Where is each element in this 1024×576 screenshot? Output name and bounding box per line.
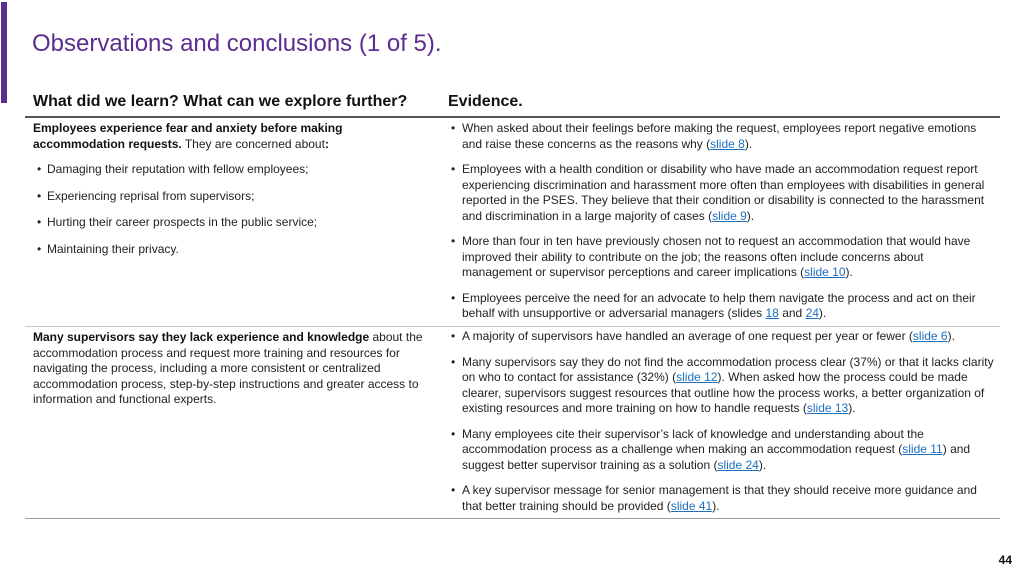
bullet-icon: • [37,162,42,176]
evidence-text: and [778,306,806,320]
evidence-text: ). [712,498,720,513]
slide-link[interactable]: slide 11 [902,442,943,456]
concern-text: Hurting their career prospects in the public service; [47,215,318,229]
evidence-text: ). [848,401,856,415]
section1-lead [33,121,433,152]
section-divider [25,326,1000,327]
bullet-icon: • [37,215,42,229]
concern-item [33,242,433,258]
evidence-text: ). [758,457,767,472]
accent-bar [1,2,7,103]
slide-title: Observations and conclusions (1 of 5). [32,30,442,57]
section1-evidence [451,121,996,332]
slide-link[interactable]: slide 13 [806,401,849,415]
evidence-item [451,162,996,224]
evidence-text: ). [947,329,955,343]
evidence-item [451,291,996,322]
section2-lead [33,330,433,408]
slide-link[interactable]: slide 24 [717,457,759,472]
evidence-text: ) and suggest better supervisor training as a solution ( [462,442,971,472]
slide-link[interactable]: slide 10 [804,265,846,279]
evidence-text: More than four in ten have previously chosen not to request an accommodation that would have improved their ability to contribute on the job; the reasons often include concerns about management or supervisor perceptions and career implications ( [462,234,971,279]
table-bottom-border [25,518,1000,519]
bullet-icon: • [451,483,456,497]
section2-evidence [451,329,996,524]
evidence-text: Employees perceive the need for an advocate to help them navigate the process and act on their behalf with unsupportive or adversarial managers (slides [462,290,976,320]
slide-link[interactable]: 18 [765,306,779,320]
evidence-item [451,483,996,514]
slide-link[interactable]: slide 12 [676,370,718,384]
evidence-text: A key supervisor message for senior management is that they should receive more guidance and that better training should be provided ( [462,483,977,513]
page-number: 44 [998,553,1012,567]
slide-link[interactable]: slide 6 [912,329,948,343]
section2-findings [33,330,433,418]
concern-item [33,189,433,205]
evidence-text: A majority of supervisors have handled an average of one request per year or fewer ( [462,329,913,343]
section1-findings [33,121,433,268]
evidence-text: Many supervisors say they do not find the accommodation process clear (37%) or that it lacks clarity on who to contact for assistance (32%) ( [462,354,994,384]
bullet-icon: • [451,329,456,343]
evidence-text: ). [744,136,753,151]
evidence-text: When asked about their feelings before making the request, employees report negative emotions and raise these concerns as the reasons why ( [462,121,977,151]
column-header-learn: What did we learn? What can we explore further? [33,93,408,110]
bullet-icon: • [451,290,456,305]
section1-lead-bold: Employees experience fear and anxiety before making accommodation requests. [33,121,343,151]
evidence-text: ). [746,208,755,223]
evidence-text: ). When asked how the process could be made clearer, supervisors suggest resources that outline how the process works, a better organization of existing resources and more training on how to handle requests ( [462,370,985,415]
evidence-text: Many employees cite their supervisor’s lack of knowledge and understanding about the accommodation process as a challenge when making an accommodation request ( [462,426,924,456]
bullet-icon: • [451,162,456,176]
concern-text: Damaging their reputation with fellow employees; [47,162,309,176]
concern-text: Maintaining their privacy. [47,241,179,256]
slide-link[interactable]: 24 [805,306,819,320]
evidence-text: Employees with a health condition or disability who have made an accommodation request report experiencing discrimination and harassment more often than employees with disabilities in general reported in the PSES. They believe that their condition or disability is connected to the harassment and discrimination in a large majority of cases ( [462,162,985,223]
bullet-icon: • [451,121,456,135]
column-header-evidence: Evidence. [448,93,523,110]
bullet-icon: • [37,241,42,256]
evidence-item [451,355,996,417]
section1-lead-colon: : [324,136,329,151]
evidence-item [451,427,996,474]
section1-lead-rest: They are concerned about [181,136,325,151]
slide-link[interactable]: slide 41 [670,498,713,513]
slide-link[interactable]: slide 8 [710,136,745,151]
concern-item [33,215,433,231]
bullet-icon: • [451,354,456,369]
section2-lead-rest: about the accommodation process and request more training and resources for navigating the process, including a more consistent or centralized accommodation process, step-by-step instructions and greater access to information and functional experts. [33,330,423,406]
header-divider [25,116,1000,118]
evidence-text: ). [818,306,827,320]
bullet-icon: • [451,234,456,248]
evidence-text: ). [845,265,853,279]
evidence-item [451,121,996,152]
concern-text: Experiencing reprisal from supervisors; [47,188,255,203]
section2-lead-bold: Many supervisors say they lack experience and knowledge [33,330,370,344]
slide-link[interactable]: slide 9 [712,208,747,223]
evidence-item [451,234,996,281]
concern-item [33,162,433,178]
bullet-icon: • [37,188,42,203]
bullet-icon: • [451,426,456,441]
evidence-item [451,329,996,345]
